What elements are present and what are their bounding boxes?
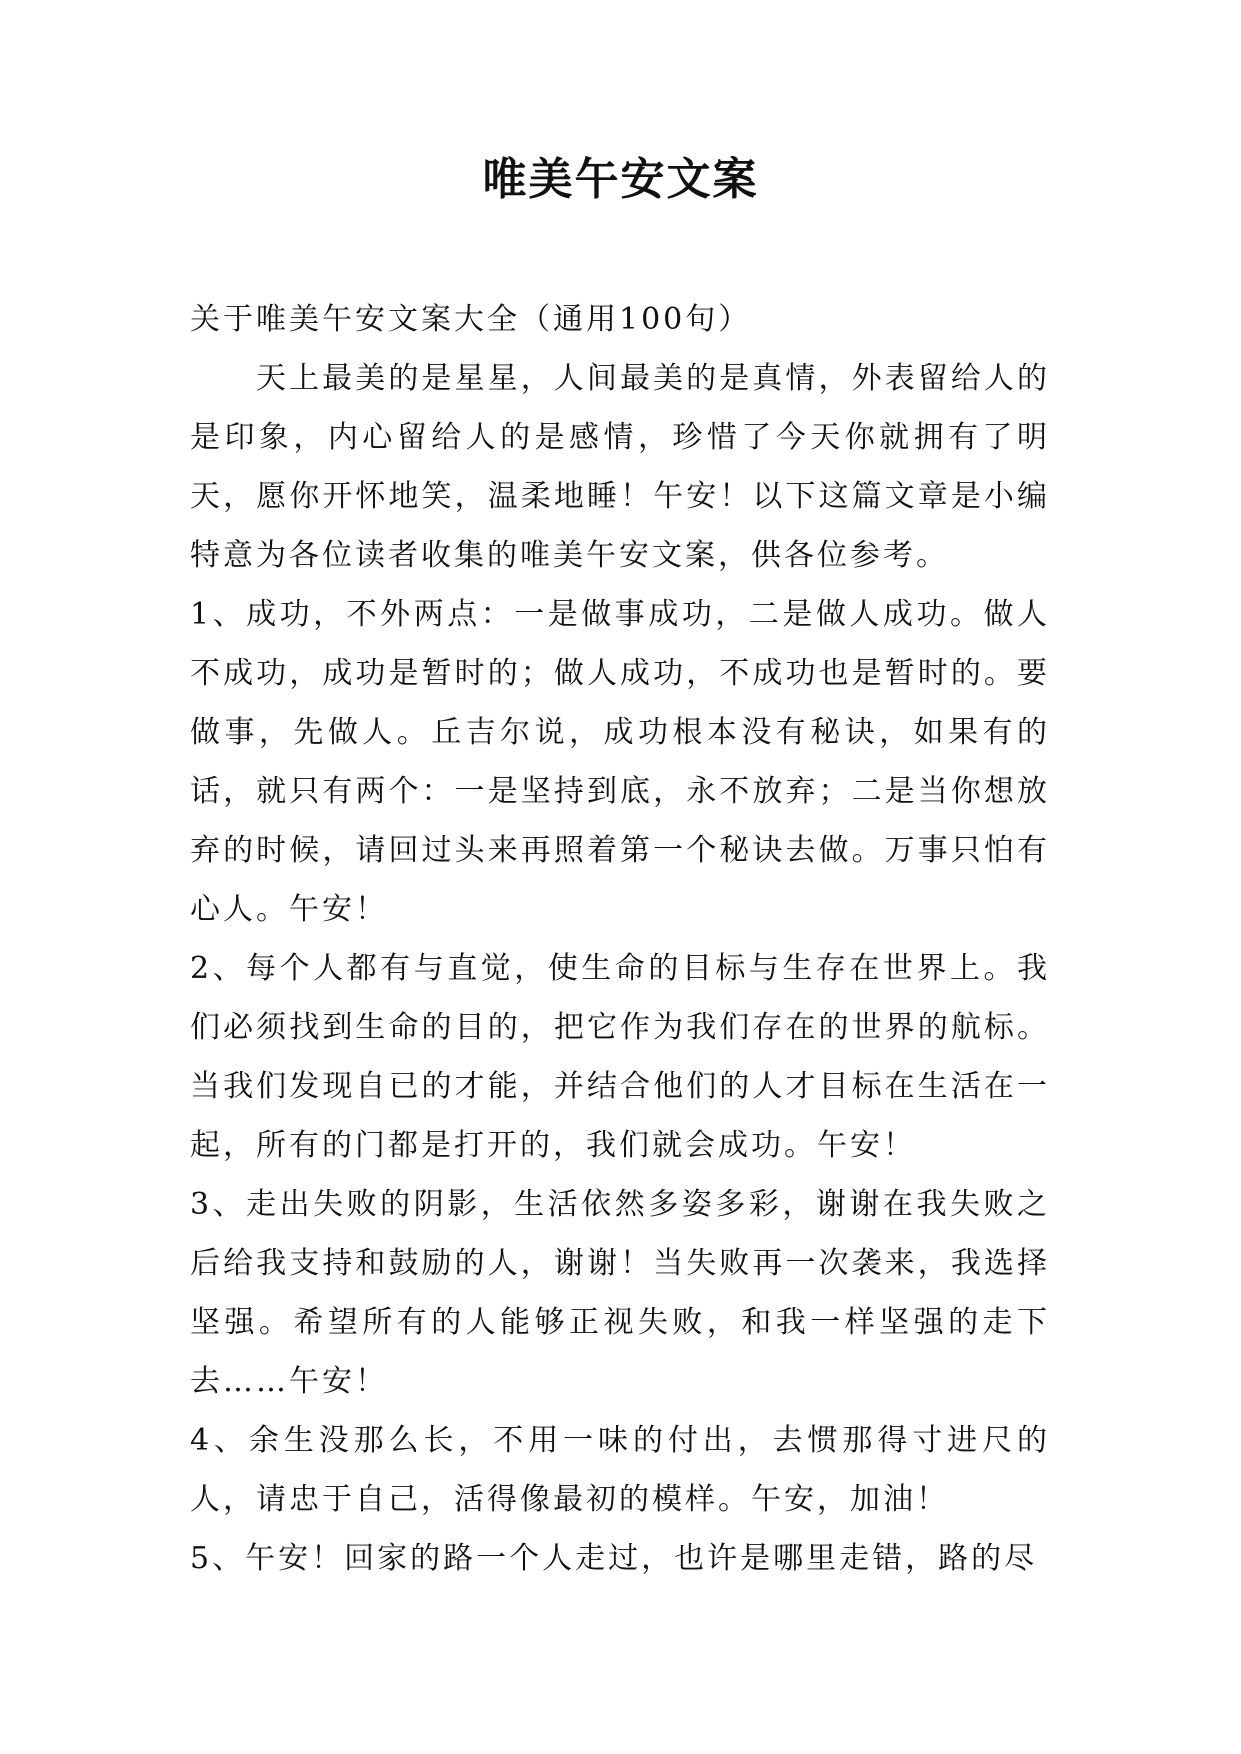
list-item: 2、每个人都有与直觉，使生命的目标与生存在世界上。我们必须找到生命的目的，把它作为我们存在的世界的航标。当我们发现自已的才能，并结合他们的人才目标在生活在一起，所有的门都是打开的，我们就会成功。午安！ (190, 951, 1050, 1163)
document-title: 唯美午安文案 (482, 154, 759, 205)
list-item: 1、成功，不外两点：一是做事成功，二是做人成功。做人不成功，成功是暂时的；做人成功，不成功也是暂时的。要做事，先做人。丘吉尔说，成功根本没有秘诀，如果有的话，就只有两个：一是坚持到底，永不放弃；二是当你想放弃的时候，请回过头来再照着第一个秘诀去做。万事只怕有心人。午安！ (190, 597, 1050, 927)
list-item: 3、走出失败的阴影，生活依然多姿多彩，谢谢在我失败之后给我支持和鼓励的人，谢谢！当失败再一次袭来，我选择坚强。希望所有的人能够正视失败，和我一样坚强的走下去……午安！ (190, 1187, 1050, 1399)
list-item: 5、午安！回家的路一个人走过，也许是哪里走错，路的尽 (190, 1541, 1038, 1576)
intro-paragraph: 天上最美的是星星，人间最美的是真情，外表留给人的是印象，内心留给人的是感情，珍惜了今天你就拥有了明天，愿你开怀地笑，温柔地睡！午安！以下这篇文章是小编特意为各位读者收集的唯美午安文案，供各位参考。 (190, 361, 1050, 573)
document-body (190, 290, 1050, 1588)
document-subtitle: 关于唯美午安文案大全（通用100句） (190, 302, 752, 337)
list-item: 4、余生没那么长，不用一味的付出，去惯那得寸进尺的人，请忠于自己，活得像最初的模样。午安，加油！ (190, 1423, 1050, 1517)
